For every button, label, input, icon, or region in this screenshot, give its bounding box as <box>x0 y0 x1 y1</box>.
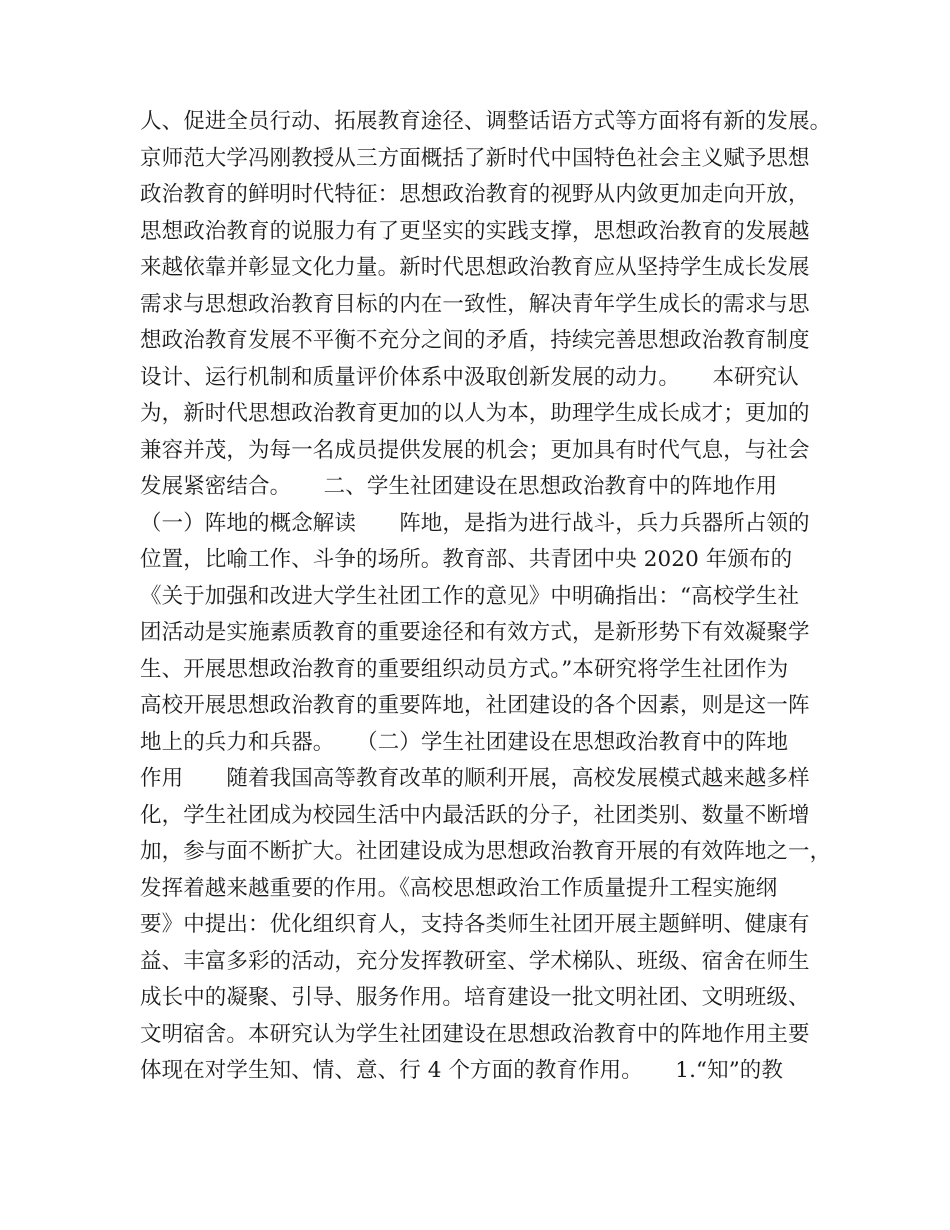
text-line-27: 体现在对学生知、情、意、行 4 个方面的教育作用。 1.“知”的教 <box>140 1058 783 1083</box>
text-line-13: 位置，比喻工作、斗争的场所。教育部、共青团中央 2020 年颁布的 <box>140 547 793 572</box>
text-line-10: 兼容并茂，为每一名成员提供发展的机会；更加具有时代气息，与社会 <box>140 437 810 463</box>
text-line-18: 地上的兵力和兵器。 （二）学生社团建设在思想政治教育中的阵地 <box>140 729 789 755</box>
text-line-8: 设计、运行机制和质量评价体系中汲取创新发展的动力。 本研究认 <box>140 364 799 390</box>
text-line-23: 要》中提出：优化组织育人，支持各类师生社团开展主题鲜明、健康有 <box>140 912 810 937</box>
text-line-17: 高校开展思想政治教育的重要阵地，社团建设的各个因素，则是这一阵 <box>140 693 810 718</box>
text-line-25: 成长中的凝聚、引导、服务作用。培育建设一批文明社团、文明班级、 <box>140 985 810 1010</box>
text-line-19: 作用 随着我国高等教育改革的顺利开展，高校发展模式越来越多样 <box>140 766 810 791</box>
text-line-12: （一）阵地的概念解读 阵地，是指为进行战斗，兵力兵器所占领的 <box>140 510 810 536</box>
text-line-4: 思想政治教育的说服力有了更坚实的实践支撑，思想政治教育的发展越 <box>140 218 810 244</box>
text-line-20: 化，学生社团成为校园生活中内最活跃的分子，社团类别、数量不断增 <box>140 802 810 828</box>
text-line-3: 政治教育的鲜明时代特征：思想政治教育的视野从内敛更加走向开放， <box>140 182 810 207</box>
text-line-14: 《关于加强和改进大学生社团工作的意见》中明确指出：“高校学生社 <box>140 583 800 609</box>
text-line-26: 文明宿舍。本研究认为学生社团建设在思想政治教育中的阵地作用主要 <box>140 1021 810 1047</box>
text-line-2: 京师范大学冯刚教授从三方面概括了新时代中国特色社会主义赋予思想 <box>140 145 810 171</box>
text-line-16: 生、开展思想政治教育的重要组织动员方式。”本研究将学生社团作为 <box>140 656 789 682</box>
text-line-15: 团活动是实施素质教育的重要途径和有效方式，是新形势下有效凝聚学 <box>140 620 810 645</box>
text-line-24: 益、丰富多彩的活动，充分发挥教研室、学术梯队、班级、宿舍在师生 <box>140 948 810 974</box>
text-line-22: 发挥着越来越重要的作用。《高校思想政治工作质量提升工程实施纲 <box>140 875 778 901</box>
text-line-21: 加，参与面不断扩大。社团建设成为思想政治教育开展的有效阵地之一， <box>140 839 832 864</box>
body-text <box>140 104 830 1090</box>
text-line-7: 想政治教育发展不平衡不充分之间的矛盾，持续完善思想政治教育制度 <box>140 328 810 353</box>
text-line-9: 为，新时代思想政治教育更加的以人为本，助理学生成长成才；更加的 <box>140 401 810 426</box>
text-line-1: 人、促进全员行动、拓展教育途径、调整话语方式等方面将有新的发展。 <box>140 109 832 134</box>
text-line-11: 发展紧密结合。 二、学生社团建设在思想政治教育中的阵地作用 <box>140 474 778 499</box>
text-line-6: 需求与思想政治教育目标的内在一致性，解决青年学生成长的需求与思 <box>140 291 810 317</box>
text-line-5: 来越依靠并彰显文化力量。新时代思想政治教育应从坚持学生成长发展 <box>140 255 810 280</box>
